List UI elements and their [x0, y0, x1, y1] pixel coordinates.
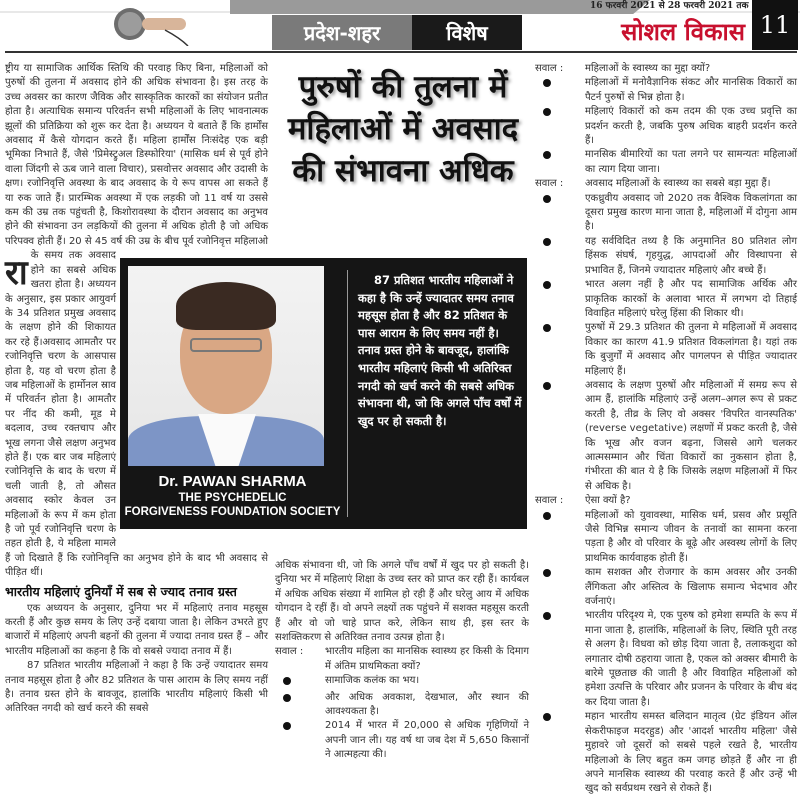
bullet-icon: [535, 321, 585, 379]
bullet-text: महिलाओं को युवावस्था, मासिक धर्म, प्रसव और प्रसूति जैसे विभिन्न समान्य जीवन के तनावों का सामना करना पड़ता है और वो परिवार के बूढ़े और अस्वस्थ लोगों के लिए प्राथमिक कार्यवाहक होती हैं।: [585, 509, 797, 564]
question-label: सवाल :: [535, 63, 564, 74]
author-photo: [128, 266, 324, 466]
pull-quote: 87 प्रतिशत भारतीय महिलाओं ने कहा है कि उन्हें ज्यादातर समय तनाव महसूस होता है और 82 प्रतिशत के पास आराम के लिए समय नहीं है। तनाव ग्रस्त होने के बावजूद, हालांकि भारतीय महिलाएं किसी भी अतिरिक्त नगदी को खर्च करने की सबसे अधिक संभावना थी, जो कि अगले पाँच वर्षों में खुद पर हो सकती है।: [358, 273, 522, 428]
bullet-item: [535, 235, 797, 278]
author-credit: [120, 473, 345, 519]
section-label-pradesh-shahar: प्रदेश-शहर: [272, 15, 412, 50]
bullet-icon: [535, 566, 585, 609]
profile-box: [120, 258, 527, 529]
bullet-text: काम सशक्त और रोजगार के काम अवसर और उनकी लैंगिकता और अस्तित्व के खिलाफ समान्य भेदभाव और वर्जनाएं।: [585, 567, 797, 608]
author-name: Dr. PAWAN SHARMA: [158, 473, 307, 490]
bullet-text: सामाजिक कलंक का भय।: [325, 675, 420, 687]
question: [535, 494, 797, 508]
bullet-icon: [275, 691, 325, 720]
bullet-text: भारत अलग नहीं है और पद सामाजिक अर्थिक और प्राकृतिक कारकों के अलावा भारत में लगभग दो तिहाई विवाहित महिलाएं घरेलु हिंसा की शिकार थी।: [585, 279, 797, 319]
bullet-icon: [535, 235, 585, 278]
bullet-item: [535, 76, 797, 105]
bullet-icon: [535, 278, 585, 321]
header-rule: [5, 51, 797, 53]
paragraph-3: 87 प्रतिशत भारतीय महिलाओं ने कहा है कि उन्हें ज्यादातर समय तनाव महसूस होता है और 82 प्रतिशत के पास आराम के लिए समय नहीं है। तनाव ग्रस्त होने के बावजूद, हालांकि भारतीय महिलाएं किसी भी अतिरिक्त नगदी को खर्च करने की सबसे: [5, 660, 268, 715]
bullet-icon: [535, 379, 585, 494]
bullet-text: यह सर्वविदित तथ्य है कि अनुमानित 80 प्रतिशत लोग हिंसक संघर्ष, गृहयुद्ध, आपदाओं और विस्थापना से प्रभावित हैं, जिनमे ज्यादातर महिलाएं और बच्चे हैं।: [585, 235, 797, 276]
page-number: 11: [752, 0, 798, 50]
bullet-item: [535, 509, 797, 567]
newspaper-logo: सोशल विकास: [621, 17, 745, 46]
question: [535, 177, 797, 191]
section-label-vishesh: विशेष: [412, 15, 522, 50]
microphone-icon: [110, 2, 190, 46]
bullet-icon: [535, 710, 585, 796]
drop-cap: रा: [5, 253, 28, 293]
bullet-item: [535, 148, 797, 177]
question: [535, 62, 797, 76]
bullet-item: [535, 192, 797, 235]
bullet-icon: [535, 76, 585, 105]
bullet-icon: [535, 192, 585, 235]
author-org-line2: FORGIVENESS FOUNDATION SOCIETY: [124, 506, 341, 518]
bullet-item: [535, 321, 797, 379]
bullet-item: [535, 379, 797, 494]
bullet-text: महान भारतीय समस्त बलिदान मातृत्व (ग्रेट इंडियन ऑल सेकरीफाइज मदरहुड) और 'आदर्श भारतीय महिला' जैसे मुहावरे जो दूसरों को सबसे पहले रखते है, भारतीय महिलाओ के लिए बहुत कम जगह छोड़ते हैं और ना ही अपने मानसिक स्वास्थ्य की परवाह करते हैं और उन्हें भी खुद को सर्वप्रथम रखने से रोकते हैं।: [585, 711, 797, 795]
bullet-item: [535, 105, 797, 148]
bullet-item: [535, 710, 797, 796]
bullet-text: पुरुषों में 29.3 प्रतिशत की तुलना मे महिलाओं में अवसाद विकार का कारण 41.9 प्रतिशत विकलांगता है। यहां तक कि बुजुर्गों में अवसाद और पागलपन से पीड़ित ज्यादातर महिलाएं हैं।: [585, 322, 797, 377]
subheading: भारतीय महिलाएं दुनियाँ में सब से ज्याद तनाव ग्रस्त: [5, 583, 237, 599]
bullet-text: मानसिक बीमारियों का पता लगने पर सामन्यतः महिलाओं का त्याग दिया जाना।: [585, 149, 797, 175]
column-2: [275, 559, 529, 763]
bullet-icon: [535, 609, 585, 710]
issue-date: 16 फरवरी 2021 से 28 फरवरी 2021 तक: [590, 1, 749, 11]
masthead-band: [230, 0, 650, 14]
question-text: भारतीय महिला का मानसिक स्वास्थ्य हर किसी के दिमाग में अंतिम प्राथमिकता क्यों?: [325, 646, 529, 672]
bullet-item: [535, 609, 797, 710]
author-org-line1: THE PSYCHEDELIC: [178, 492, 287, 504]
bullet-icon: [535, 105, 585, 148]
bullet-item: [275, 719, 529, 762]
masthead: [0, 0, 800, 52]
question-text: ऐसा क्यों है?: [585, 495, 631, 507]
paragraph-2: एक अध्ययन के अनुसार, दुनिया भर में महिलाएं तनाव महसूस करती हैं और कुछ समय के लिए उन्हें दबाया जाता है। लेकिन उभरते हुए बाजारों में महिलाएं अपनी बहनों की तुलना में ज्यादा तनाव ग्रस्त हैं – और भारतीय महिलाओं का कहना है कि वो सबसे ज्यादा तनाव में हैं।: [5, 602, 268, 657]
bullet-icon: [275, 674, 325, 690]
bullet-item: [535, 278, 797, 321]
bullet-text: एकध्रुवीय अवसाद जो 2020 तक वैश्विक विकलांगता का दूसरा प्रमुख कारण माना जाता है, महिलाओं में दोगुना आम है।: [585, 192, 797, 233]
bullet-item: [535, 566, 797, 609]
intro-text: ष्ट्रीय या सामाजिक आर्थिक स्तिथि की परवाह किए बिना, महिलाओं को पुरुषों की तुलना में अवसाद होने की अधिक संभावना है। इस तरह के उच्च अवसर का कारण जैविक और सास्कृतिक कारकों का संयोजन प्रतीत होता है। अत्याधिक समान्य परिवर्तन सभी महिलाओं के लिए भावनात्मक झूलों की प्रतिक्रिया को शुरू कर देता है। अध्ययन ये बताते हैं कि हार्मोंस अवसाद में कैसे योगदान करते हैं। महिला हार्मोंस निःसंदेह एक बड़ी भूमिका निभाते हैं, जैसे 'प्रिमेस्ट्रुअल डिस्फोरिया' (मासिक धर्म से पूर्व होने वाला जिंदगी से ऊब जाने वाला विचार), प्रसवोत्तर अवसाद और उदासी के क्षण। रजोनिवृत्ति अवस्था के बाद अवसाद के ये रूप वापस आ सकते हैं या रुक जाते हैं। प्रारम्भिक अवस्था में एक लड़की जो 11 वर्ष या उससे कम की उम्र तक पहुंचती है, किशोरावस्था के दौरान अवसाद का अनुभव होने की संभावना उन लड़कियों की तुलना में अधिक होती है जो अधिक परिपक्व होती हैं। 20 से 45 वर्ष की उम्र के बीच पूर्व रजोनिवृत्त महिलाओ के समय तक अवसाद होने का सबसे अधिक खतरा होता है। अध्ययन के अनुसार, इस प्रकार आयुवर्ग के 34 प्रतिशत प्रमुख अवसाद के लक्षण होने की शिकायत कर रहे हैं।अवसाद आमतौर पर रजोनिवृत्ति चरण के आसपास होता है, यह वो चरण होता है जब महिलाओं के हार्मोनल स्राव में परिवर्तन होता है। आमतौर पर नींद की कमी, मूड मे बदलाव, उच्च रक्तचाप और भूख लगना जैसे लक्षण अनुभव होते हैं। एक बार जब महिलाएं रजोनिवृत्ति के बाद के चरण में चली जाती है, तो औसत अवसाद स्कोर केवल उन महिलाओं के रूप में कम होता है जो पूर्व रजोनिवृत्ति चरण के तहत होती है, ये महिला मामले हैं जो दिखाते हैं कि रजोनिवृत्ति का अनुभव होने के बाद भी अवसाद से पीड़ित थीं।: [5, 63, 268, 579]
bullet-item: [275, 674, 529, 690]
headline: पुरुषों की तुलना में महिलाओं में अवसाद की संभावना अधिक: [287, 69, 519, 189]
bullet-text: भारतीय परिदृश्य मे, एक पुरुष को हमेशा सम्पति के रूप में माना जाता है, हालांकि, महिलाओं के लिए, स्थिति पूरी तरह से अलग है। विधवा को छोड़ दिया जाता है, तलाकशुदा को लगातार दोषी ठहराया जाता है, एकल को अक्सर बीमारी के बारेमे पूछताछ की जाती है और विवाहित महिलाओं को हमेशा उत्पत्ति के परिवार और प्रजनन के परिवार के बीच बंद कर दिया जाता है।: [585, 610, 797, 708]
question-label: सवाल :: [535, 178, 564, 190]
box-divider: [347, 270, 348, 517]
question-text: अवसाद महिलाओं के स्वास्थ्य का सबसे बड़ा मुद्दा हैं।: [585, 178, 771, 190]
bullet-text: और अधिक अवकाश, देखभाल, और स्थान की आवश्यकता है।: [325, 691, 529, 718]
question-label: सवाल :: [275, 646, 304, 658]
bullet-icon: [535, 148, 585, 177]
bullet-text: महिलाओं में मनोवैज्ञानिक संकट और मानसिक विकारों का पैटर्न पुरुषों से भिन्न होता है।: [585, 77, 797, 103]
bullet-text: 2014 में भारत में 20,000 से अधिक गृहिणियों ने अपनी जान ली। यह वर्ष था जब देश में 5,650 किसानों ने आत्महत्या की।: [325, 720, 529, 761]
question-label: सवाल :: [535, 495, 564, 507]
bullet-icon: [535, 509, 585, 567]
question-text: महिलाओं के स्वास्थ्य का मुद्दा क्यों?: [585, 63, 711, 74]
bullet-item: [275, 691, 529, 720]
question: [275, 645, 529, 674]
bullet-text: अवसाद के लक्षण पुरुषों और महिलाओं में समग्र रूप से आम हैं, हालांकि महिलाएं उन्हें अलग–अगल रूप से प्रकट करती है, तीव्र के लिए वो अक्सर 'विपरित वानस्पतिक' (reverse vegetative) लक्षणों में प्रकट करती है, जैसे कि भूख और वजन बढ़ना, जिससे आगे चलकर आत्मसम्मान और चिंता विकारों का नुकसान होता है, गंभीरता की बात ये है कि जिसके लक्षण महिलाओं में फिर से अधिक है।: [585, 379, 797, 492]
column-2-paragraph: अधिक संभावना थी, जो कि अगले पाँच वर्षों में खुद पर हो सकती है। दुनिया भर में महिलाएं शिक्षा के उच्च स्तर को प्राप्त कर रही हैं। कार्यबल में अधिक अधिक संख्या में शामिल हो रही हैं और घरेलु आय में अधिक योगदान दे रहीं हैं। वो अपने लक्ष्यों तक पहुंचने में सशक्त महसूस करती हैं और वो जो चाहे प्राप्त करे, लेकिन साथ ही, इस स्तर के सशक्तिकरण से अतिरिक्त तनाव उत्पन्न होता है।: [275, 560, 529, 644]
bullet-text: महिलाएं विकारों को कम तदम की एक उच्च प्रवृत्ति का प्रदर्शन करती है, जबकि पुरुष अधिक बाहरी प्रदर्शन करते हैं।: [585, 106, 797, 147]
column-3: [535, 62, 797, 797]
bullet-icon: [275, 719, 325, 762]
